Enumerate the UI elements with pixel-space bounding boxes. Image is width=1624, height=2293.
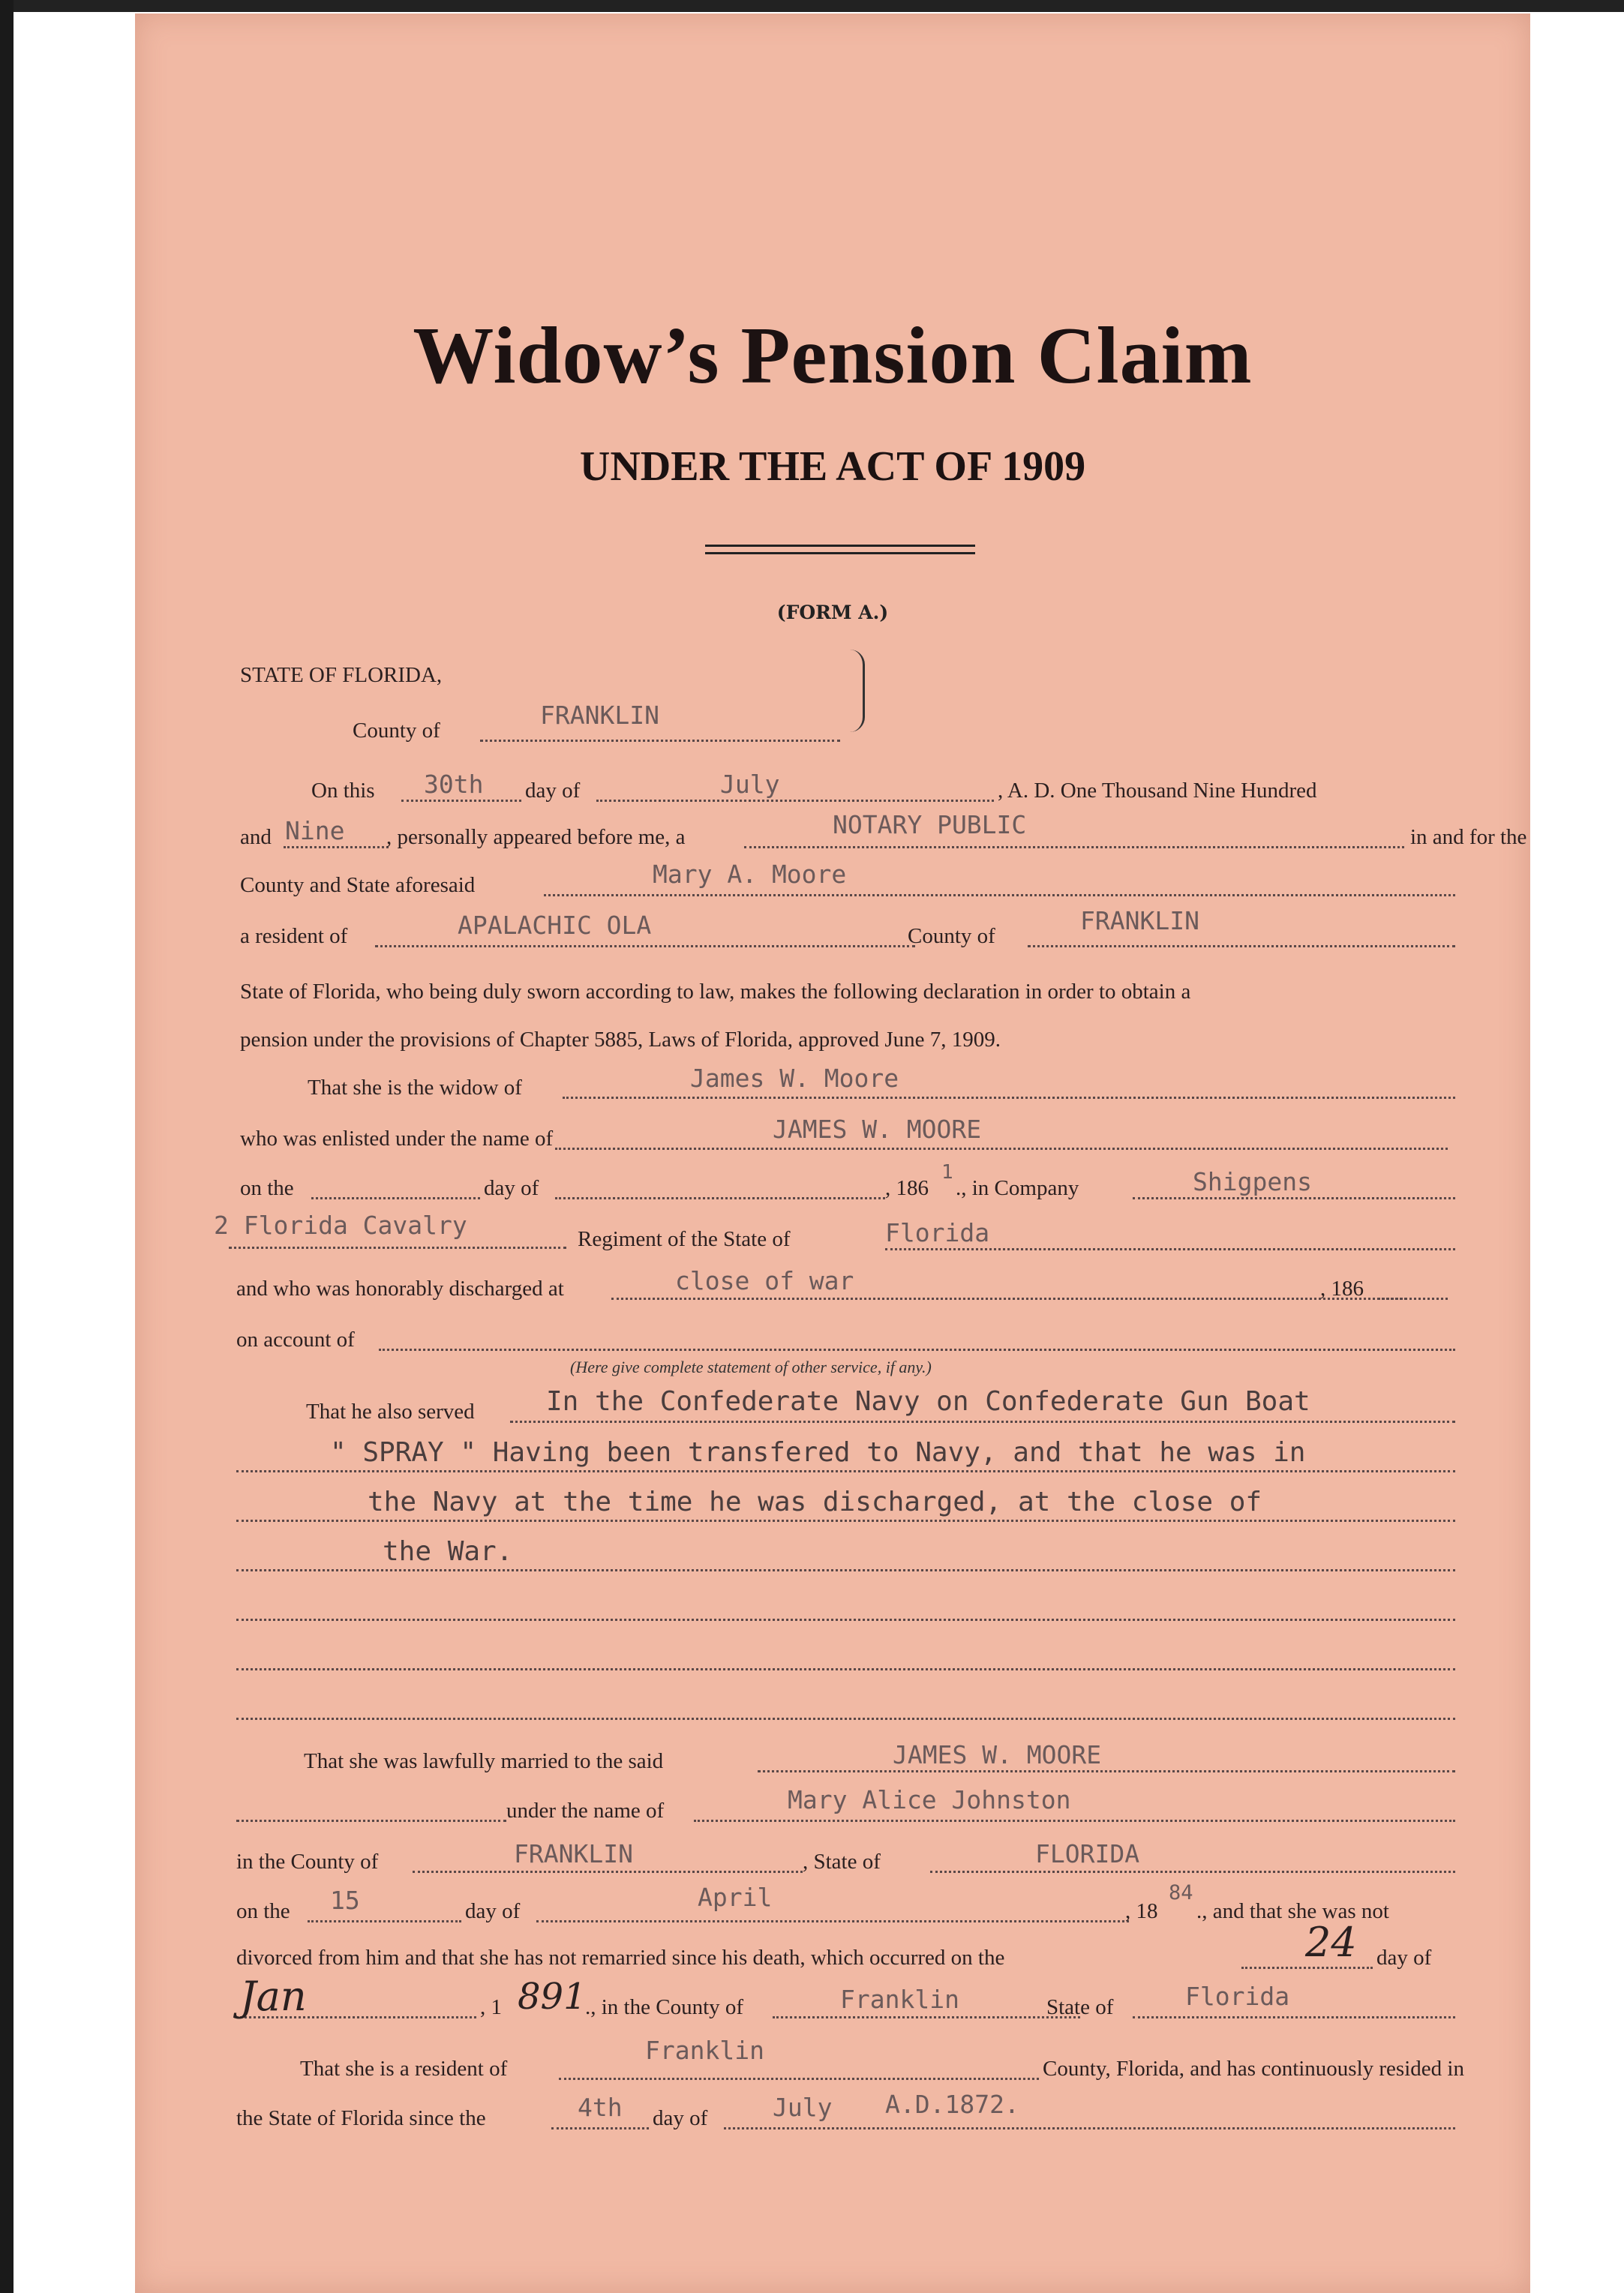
field-marriage-year: 84 xyxy=(1169,1881,1193,1904)
dots xyxy=(413,1871,803,1873)
dots xyxy=(510,1421,1455,1423)
field-year: Nine xyxy=(285,816,345,845)
line-186: , 186 xyxy=(885,1176,929,1200)
line-day-of: day of xyxy=(653,2106,708,2130)
line-appeared: , personally appeared before me, a xyxy=(386,825,686,849)
field-marriage-county: FRANKLIN xyxy=(514,1839,633,1868)
title-rule-bottom xyxy=(705,552,975,554)
dots xyxy=(1133,2016,1455,2018)
dots xyxy=(379,1349,1455,1351)
dots xyxy=(744,846,1404,848)
dots xyxy=(563,1097,1455,1099)
line-county-florida: County, Florida, and has continuously resided in xyxy=(1043,2057,1464,2081)
dots xyxy=(551,2127,649,2129)
field-death-county: Franklin xyxy=(840,1985,959,2014)
dots xyxy=(1241,1967,1373,1969)
state-label: STATE OF FLORIDA, xyxy=(240,663,443,687)
line-since-the: the State of Florida since the xyxy=(236,2106,486,2130)
line-divorced-text: divorced from him and that she has not remarried since his death, which occurred on the xyxy=(236,1946,1005,1970)
line-resident-of: That she is a resident of xyxy=(300,2057,508,2081)
dots xyxy=(236,1520,1455,1522)
field-residence: APALACHIC OLA xyxy=(458,911,652,940)
line-1: , 1 xyxy=(480,1995,502,2019)
line-and: and xyxy=(240,825,272,849)
line-on-this: On this xyxy=(311,779,375,803)
document-page xyxy=(135,14,1530,2293)
county-value: FRANKLIN xyxy=(540,701,659,730)
field-husband-name: James W. Moore xyxy=(690,1064,899,1093)
form-label: (FORM A.) xyxy=(776,602,889,623)
document-title: Widow’s Pension Claim xyxy=(413,311,1253,401)
other-service-note: (Here give complete statement of other service, if any.) xyxy=(570,1358,932,1376)
line-not-divorced: ., and that she was not xyxy=(1196,1899,1389,1923)
field-regiment-state: Florida xyxy=(885,1218,990,1247)
field-death-month: Jan xyxy=(240,1973,307,2020)
line-county-of: County of xyxy=(908,924,995,948)
dots xyxy=(930,1871,1455,1873)
field-married-to: JAMES W. MOORE xyxy=(893,1740,1102,1769)
line-day-of: day of xyxy=(465,1899,521,1923)
dots xyxy=(536,1920,1129,1922)
line-18: , 18 xyxy=(1125,1899,1158,1923)
field-discharged-at: close of war xyxy=(675,1266,854,1295)
line-day-of: day of xyxy=(484,1176,539,1200)
line-maiden-name: under the name of xyxy=(506,1799,665,1823)
field-death-year: 891 xyxy=(518,1976,587,2018)
field-company: Shigpens xyxy=(1193,1167,1312,1196)
dots xyxy=(555,1197,885,1199)
dots xyxy=(284,846,389,848)
field-marriage-day: 15 xyxy=(330,1886,360,1915)
dots xyxy=(694,1820,1455,1822)
line-resident-of: a resident of xyxy=(240,924,348,948)
line-company: ., in Company xyxy=(956,1176,1079,1200)
scan-left-edge xyxy=(0,0,14,2293)
field-service-4: the War. xyxy=(383,1536,513,1567)
dots xyxy=(236,1820,506,1822)
field-month: July xyxy=(720,770,780,799)
field-enlisted-name: JAMES W. MOORE xyxy=(773,1115,982,1144)
field-death-state: Florida xyxy=(1185,1982,1290,2011)
document-subtitle: UNDER THE ACT OF 1909 xyxy=(579,443,1086,490)
field-marriage-state: FLORIDA xyxy=(1035,1839,1140,1868)
dots xyxy=(236,1619,1455,1621)
county-dots xyxy=(480,740,840,742)
dots xyxy=(236,1470,1455,1472)
field-maiden-name: Mary Alice Johnston xyxy=(788,1785,1071,1814)
dots xyxy=(1133,1197,1455,1199)
dots xyxy=(773,2016,1080,2018)
field-current-county: Franklin xyxy=(645,2036,764,2065)
field-service-3: the Navy at the time he was discharged, at the close of xyxy=(368,1487,1262,1517)
field-officer: NOTARY PUBLIC xyxy=(833,810,1027,839)
field-regiment: 2 Florida Cavalry xyxy=(214,1211,467,1240)
line-state-of: State of xyxy=(1046,1995,1114,2019)
line-186b: , 186 xyxy=(1320,1277,1364,1301)
scan-top-edge xyxy=(0,0,1624,12)
line-widow-of: That she is the widow of xyxy=(308,1076,522,1100)
line-regiment: Regiment of the State of xyxy=(578,1227,791,1251)
line-day-of: day of xyxy=(525,779,581,803)
field-marriage-month: April xyxy=(698,1883,773,1912)
line-county-state: County and State aforesaid xyxy=(240,873,476,897)
dots xyxy=(229,1247,566,1249)
dots xyxy=(611,1298,1406,1300)
dots xyxy=(1028,945,1455,947)
field-county: FRANKLIN xyxy=(1080,906,1199,935)
field-day: 30th xyxy=(424,770,484,799)
line-sworn-text: State of Florida, who being duly sworn according to law, makes the following declaration in order to obtain a xyxy=(240,980,1191,1004)
line-enlisted: who was enlisted under the name of xyxy=(240,1127,554,1151)
dots xyxy=(724,2127,1455,2129)
line-in-and-for: in and for the xyxy=(1410,825,1527,849)
dots xyxy=(311,1197,480,1199)
county-label: County of xyxy=(353,719,440,743)
dots xyxy=(596,800,994,802)
dots xyxy=(544,894,1455,896)
line-chapter-text: pension under the provisions of Chapter 5885, Laws of Florida, approved June 7, 1909. xyxy=(240,1028,1001,1052)
field-since-year: A.D.1872. xyxy=(885,2090,1019,2119)
dots xyxy=(559,2078,1039,2080)
line-in-county: ., in the County of xyxy=(585,1995,744,2019)
line-discharged: and who was honorably discharged at xyxy=(236,1277,564,1301)
field-claimant-name: Mary A. Moore xyxy=(653,860,847,889)
title-rule-top xyxy=(705,545,975,547)
field-service-2: " SPRAY " Having been transfered to Navy, and that he was in xyxy=(330,1437,1306,1468)
line-ad-text: , A. D. One Thousand Nine Hundred xyxy=(998,779,1317,803)
field-since-day: 4th xyxy=(578,2093,623,2122)
dots xyxy=(375,945,915,947)
dots xyxy=(1373,1298,1448,1300)
dots xyxy=(401,800,521,802)
dots xyxy=(555,1148,1448,1150)
line-day-of: day of xyxy=(1376,1946,1432,1970)
field-enlist-year: 1 xyxy=(941,1161,953,1184)
line-state-of: , State of xyxy=(803,1850,881,1874)
line-married-to: That she was lawfully married to the said xyxy=(304,1749,664,1773)
dots xyxy=(758,1770,1455,1772)
field-since-month: July xyxy=(773,2093,833,2122)
line-county-of: in the County of xyxy=(236,1850,379,1874)
line-also-served: That he also served xyxy=(306,1400,475,1424)
line-on-account: on account of xyxy=(236,1328,355,1352)
dots xyxy=(885,1248,1455,1250)
line-on-the: on the xyxy=(240,1176,294,1200)
dots xyxy=(308,1920,461,1922)
dots xyxy=(236,1718,1455,1720)
line-on-the: on the xyxy=(236,1899,290,1923)
state-brace xyxy=(848,650,865,732)
field-death-day: 24 xyxy=(1305,1919,1357,1966)
dots xyxy=(236,1569,1455,1571)
field-service-1: In the Confederate Navy on Confederate Gun Boat xyxy=(546,1386,1310,1417)
dots xyxy=(236,1668,1455,1670)
